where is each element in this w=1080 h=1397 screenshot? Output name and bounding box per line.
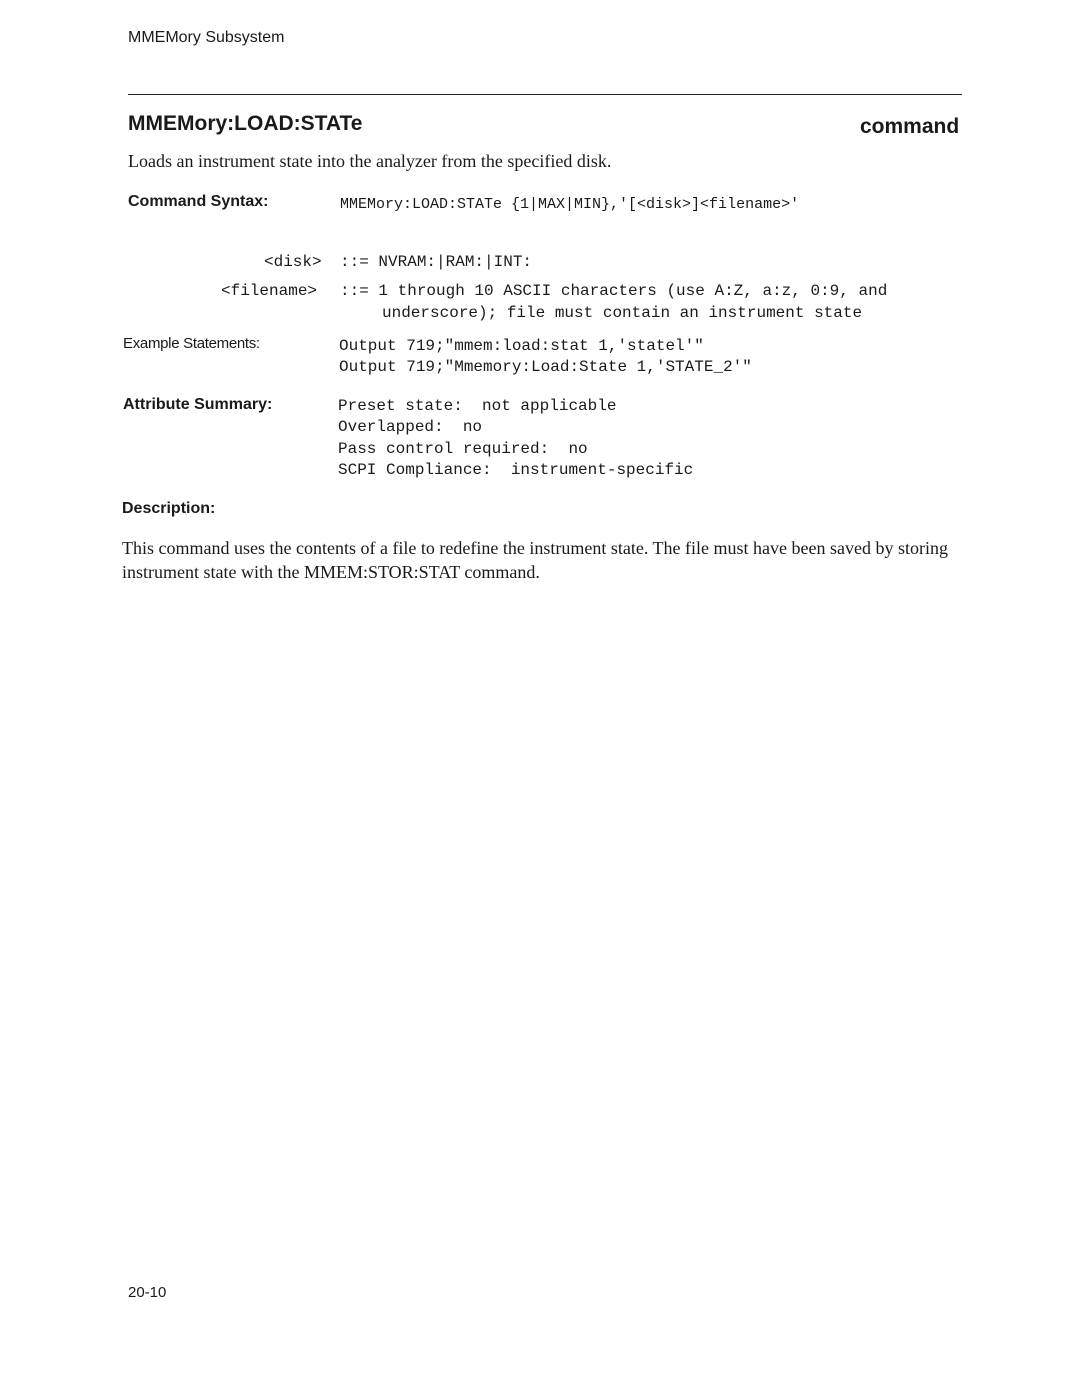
running-header: MMEMory Subsystem — [128, 29, 285, 46]
command-syntax-label: Command Syntax: — [128, 193, 269, 210]
page-number: 20-10 — [128, 1284, 167, 1301]
disk-param-name: <disk> — [264, 253, 322, 271]
header-rule — [128, 94, 962, 95]
example-statements-label: Example Statements: — [123, 335, 260, 352]
attribute-line: Overlapped: no — [338, 418, 483, 436]
attribute-line: Pass control required: no — [338, 440, 588, 458]
description-label: Description: — [122, 500, 216, 517]
command-syntax: MMEMory:LOAD:STATe {1|MAX|MIN},'[<disk>]<filename>' — [340, 196, 800, 213]
description-text: This command uses the contents of a file to redefine the instrument state. The file must have been saved by storing instrument state with the MMEM:STOR:STAT command. — [122, 538, 948, 582]
filename-param-definition-line-2: underscore); file must contain an instrument state — [382, 304, 863, 322]
command-title: MMEMory:LOAD:STATe — [128, 112, 363, 135]
attribute-summary-label: Attribute Summary: — [123, 396, 273, 413]
filename-param-name: <filename> — [221, 282, 318, 300]
example-statement: Output 719;"mmem:load:stat 1,'statel'" — [339, 337, 704, 355]
filename-param-definition-line-1: ::= 1 through 10 ASCII characters (use A:Z, a:z, 0:9, and — [340, 282, 888, 300]
command-type: command — [860, 115, 960, 138]
command-summary: Loads an instrument state into the analyzer from the specified disk. — [128, 151, 612, 171]
attribute-line: Preset state: not applicable — [338, 397, 617, 415]
attribute-line: SCPI Compliance: instrument-specific — [338, 461, 694, 479]
disk-param-definition: ::= NVRAM:|RAM:|INT: — [340, 253, 533, 271]
example-statement: Output 719;"Mmemory:Load:State 1,'STATE_2'" — [339, 358, 752, 376]
